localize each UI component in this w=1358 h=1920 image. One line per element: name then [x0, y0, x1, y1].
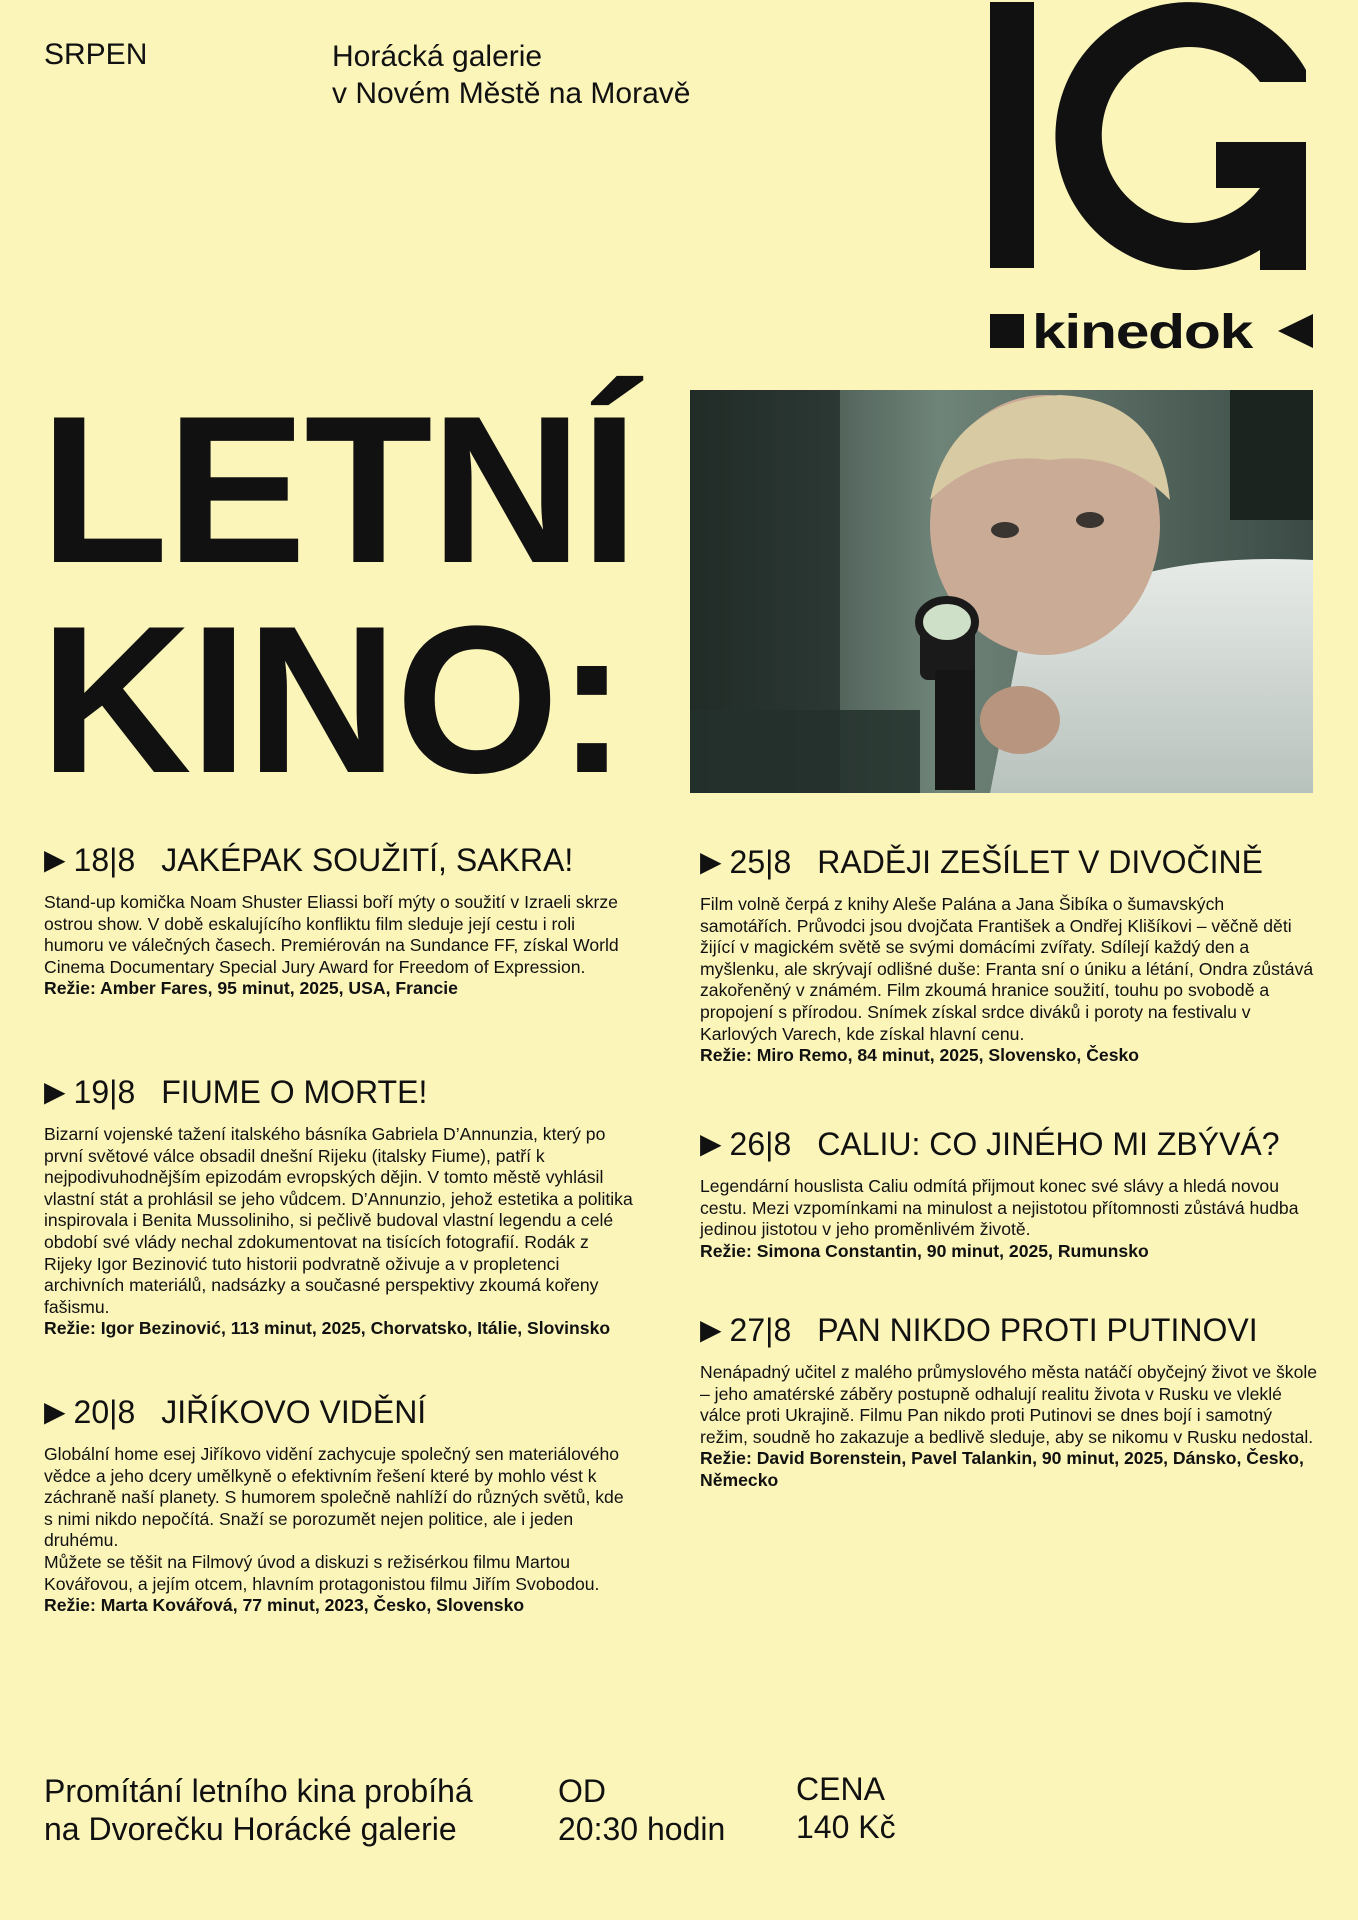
- film-title: RADĚJI ZEŠÍLET V DIVOČINĚ: [817, 844, 1263, 880]
- hero-title-line-1: LETNÍ: [40, 372, 637, 607]
- film-credit: Režie: Simona Constantin, 90 minut, 2025, Rumunsko: [700, 1240, 1149, 1261]
- play-icon: ▶: [44, 844, 66, 875]
- film-heading: [700, 842, 1320, 882]
- footer-price-value: 140 Kč: [796, 1809, 896, 1845]
- footer-info: [44, 1772, 473, 1848]
- film-item: [700, 1124, 1320, 1262]
- film-date: 20|8: [73, 1394, 136, 1430]
- kinedok-wordmark: kinedok: [1032, 310, 1254, 352]
- film-description-extra: Můžete se těšit na Filmový úvod a diskuzi s režisérkou filmu Martou Kovářovou, a jejím otcem, hlavním protagonistou filmu Jiřím Svobodou.: [44, 1551, 600, 1594]
- footer-time-label: OD: [558, 1773, 606, 1809]
- film-heading: [44, 1392, 634, 1432]
- film-credit: Režie: David Borenstein, Pavel Talankin, 90 minut, 2025, Dánsko, Česko, Německo: [700, 1448, 1304, 1490]
- film-heading: [44, 840, 634, 880]
- film-date: 18|8: [73, 842, 136, 878]
- footer-info-line-1: Promítání letního kina probíhá: [44, 1773, 473, 1809]
- film-item: [44, 1072, 634, 1340]
- film-title: JIŘÍKOVO VIDĚNÍ: [161, 1394, 427, 1430]
- film-date: 25|8: [729, 844, 792, 880]
- play-icon: ▶: [700, 846, 722, 877]
- film-date: 27|8: [729, 1312, 792, 1348]
- film-credit: Režie: Miro Remo, 84 minut, 2025, Slovensko, Česko: [700, 1045, 1140, 1066]
- horacka-galerie-logo: [990, 0, 1313, 270]
- venue-line-1: Horácká galerie: [332, 40, 543, 73]
- footer-info-line-2: na Dvorečku Horácké galerie: [44, 1811, 457, 1847]
- film-title: CALIU: CO JINÉHO MI ZBÝVÁ?: [817, 1126, 1280, 1162]
- film-description: Film volně čerpá z knihy Aleše Palána a Jana Šibíka o šumavských samotářích. Průvodci jsou dvojčata František a Ondřej Klišíkovi – věčně děti žijící v magickém světě se svými domácími zvířaty. Sdílejí každý den a myšlenku, ale skrývají odlišné duše: Franta sní o úniku a létání, Ondra zůstává zakořeněný v známém. Film zkoumá hranice soužití, touhu po svobodě a propojení s přírodou. Snímek získal srdce diváků i poroty na festivalu v Karlových Varech, kde získal hlavní cenu.: [700, 894, 1314, 1044]
- play-icon: ▶: [700, 1314, 722, 1345]
- film-credit: Režie: Igor Bezinović, 113 minut, 2025, Chorvatsko, Itálie, Slovinsko: [44, 1318, 611, 1339]
- film-item: [44, 840, 634, 1000]
- film-title: FIUME O MORTE!: [161, 1074, 428, 1110]
- film-item: [700, 1310, 1320, 1492]
- month-label: SRPEN: [44, 38, 148, 71]
- film-heading: [44, 1072, 634, 1112]
- footer-time: [558, 1772, 725, 1848]
- film-description: Legendární houslista Caliu odmítá přijmout konec své slávy a hledá novou cestu. Mezi vzpomínkami na minulost a nejistotou přítomnosti zůstává hudba jedinou jistotou v jeho proměnlivém životě.: [700, 1176, 1299, 1240]
- venue-line-2: v Novém Městě na Moravě: [332, 77, 691, 110]
- film-description: Stand-up komička Noam Shuster Eliassi boří mýty o soužití v Izraeli skrze ostrou show. V době eskalujícího konfliktu film sleduje její cestu i roli humoru ve válečných časech. Premiérován na Sundance FF, získal World Cinema Documentary Special Jury Award for Freedom of Expression.: [44, 892, 619, 977]
- play-icon: ▶: [44, 1076, 66, 1107]
- kinedok-logo: [990, 310, 1313, 352]
- film-date: 19|8: [73, 1074, 136, 1110]
- film-heading: [700, 1310, 1320, 1350]
- film-credit: Režie: Amber Fares, 95 minut, 2025, USA, Francie: [44, 978, 458, 999]
- footer-price: [796, 1770, 896, 1846]
- play-icon: ▶: [700, 1128, 722, 1159]
- film-date: 26|8: [729, 1126, 792, 1162]
- play-icon: ▶: [44, 1396, 66, 1427]
- footer-price-label: CENA: [796, 1771, 885, 1807]
- film-description: Globální home esej Jiříkovo vidění zachycuje společný sen materiálového vědce a jeho dcery umělkyně o efektivním řešení které by mohlo vést k záchraně naší planety. S humorem společně nahlíží do různých světů, kde s nimi nikdo nepočítá. Snaží se porozumět nejen politice, ale i jeden druhému.: [44, 1444, 624, 1551]
- film-item: [700, 842, 1320, 1067]
- film-credit: Režie: Marta Kovářová, 77 minut, 2023, Česko, Slovensko: [44, 1595, 525, 1616]
- film-title: PAN NIKDO PROTI PUTINOVI: [817, 1312, 1258, 1348]
- film-heading: [700, 1124, 1320, 1164]
- film-description: Nenápadný učitel z malého průmyslového města natáčí obyčejný život ve škole – jeho amatérské záběry postupně odhalují realitu života v Rusku ve vleklé válce proti Ukrajině. Filmu Pan nikdo proti Putinovi se dnes bojí i samotný režim, soudně ho zakazuje a bedlivě sleduje, aby se nikomu v Rusku nedostal.: [700, 1362, 1318, 1447]
- film-description: Bizarní vojenské tažení italského básníka Gabriela D’Annunzia, který po první světové válce obsadil dnešní Rijeku (italsky Fiume), patří k nejpodivuhodnějším epizodám evropských dějin. V tomto městě vyhlásil vlastní stát a prohlásil se jeho vůdcem. D’Annunzio, jehož estetika a politika inspirovala i Benita Mussoliniho, si pečlivě budoval vlastní legendu a celé období své vlády nechal zdokumentovat na tisících fotografií. Rodák z Rijeky Igor Bezinović tuto historii podvratně oživuje a v propletenci archivních materiálů, nadsázky a současné perspektivy zkoumá kořeny fašismu.: [44, 1124, 633, 1317]
- footer-time-value: 20:30 hodin: [558, 1811, 726, 1847]
- film-title: JAKÉPAK SOUŽITÍ, SAKRA!: [161, 842, 574, 878]
- hero-title-line-2: KINO:: [40, 582, 625, 817]
- film-item: [44, 1392, 634, 1617]
- film-still-photo: [690, 390, 1313, 793]
- venue-name: [332, 38, 690, 112]
- hero-title: [40, 372, 637, 817]
